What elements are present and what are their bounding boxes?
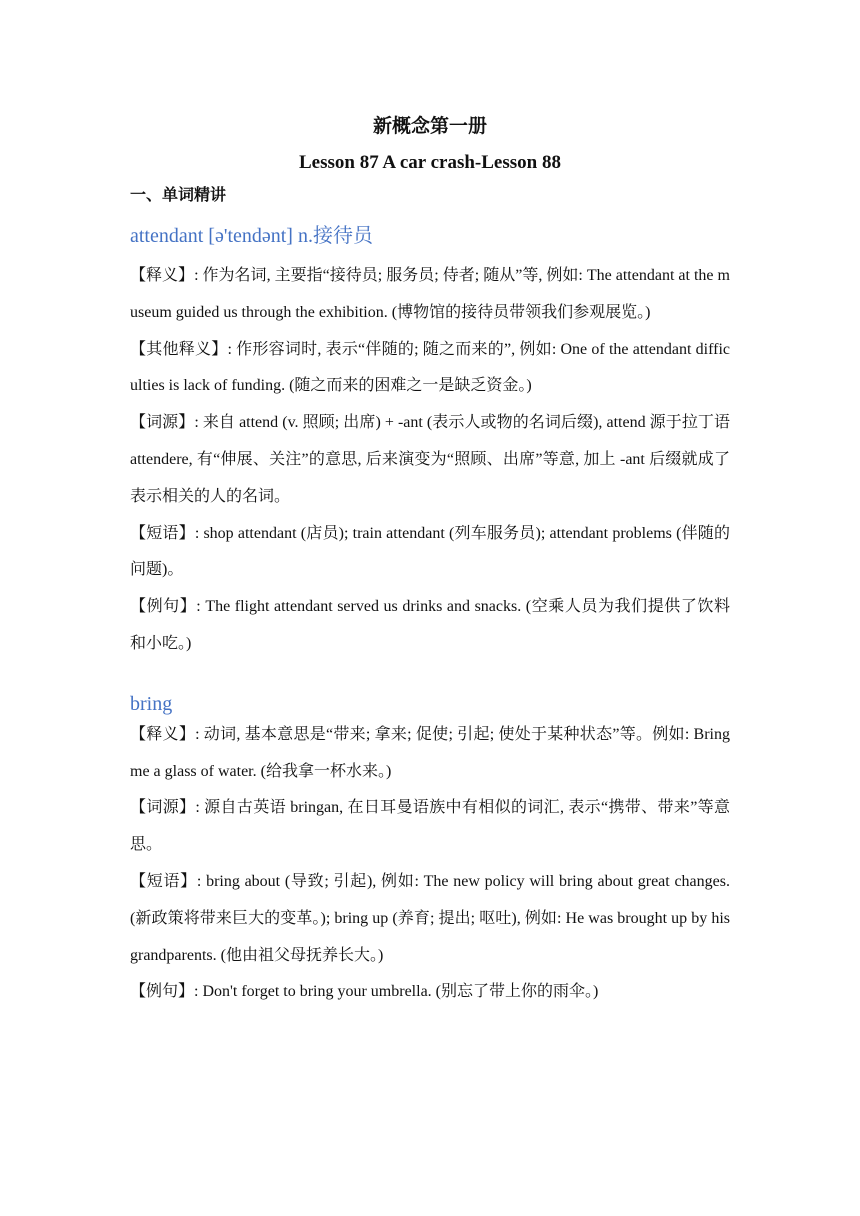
entry-paragraph xyxy=(130,589,730,663)
paragraph-label: 【例句】 xyxy=(130,983,195,1001)
paragraph-text: : 来自 attend (v. 照顾; 出席) + -ant (表示人或物的名词后缀), attend 源于拉丁语 attendere, 有“伸展、关注”的意思, 后来演变为“照顾、出席”等意, 加上 -ant 后缀就成了表示相关的人的名词。 xyxy=(130,414,730,505)
paragraph-text: : 作为名词, 主要指“接待员; 服务员; 侍者; 随从”等, 例如: The attendant at the museum guided us through the exhibition. (博物馆的接待员带领我们参观展览。) xyxy=(130,267,730,321)
entry-headword: attendant [ə'tendənt] n.接待员 xyxy=(130,225,373,247)
entry-headword: bring xyxy=(130,692,173,715)
paragraph-label: 【短语】 xyxy=(130,524,195,542)
entry-paragraph xyxy=(130,864,730,974)
section-heading: 一、单词精讲 xyxy=(130,185,227,204)
paragraph-label: 【例句】 xyxy=(130,598,197,616)
paragraph-label: 【释义】 xyxy=(130,725,196,743)
paragraph-label: 【词源】 xyxy=(130,799,196,817)
vocab-entry-bring xyxy=(130,687,730,1011)
paragraph-label: 【短语】 xyxy=(130,872,197,890)
paragraph-text: : bring about (导致; 引起), 例如: The new policy will bring about great changes. (新政策将带来巨大的变革。); bring up (养育; 提出; 呕吐), 例如: He was brought up by his grandparents. (他由祖父母抚养长大。) xyxy=(130,872,730,964)
document-body xyxy=(130,108,730,1011)
book-title: 新概念第一册 xyxy=(372,116,487,137)
paragraph-label: 【释义】 xyxy=(130,267,195,284)
entry-paragraph xyxy=(130,258,730,332)
paragraph-text: : 动词, 基本意思是“带来; 拿来; 促使; 引起; 使处于某种状态”等。例如: Bring me a glass of water. (给我拿一杯水来。) xyxy=(130,725,730,780)
paragraph-text: : 作形容词时, 表示“伴随的; 随之而来的”, 例如: One of the attendant difficulties is lack of funding. (随之而来的困难之一是缺乏资金。) xyxy=(130,340,730,395)
entry-paragraph xyxy=(130,790,730,864)
entry-paragraph xyxy=(130,405,730,515)
entry-paragraph xyxy=(130,717,730,791)
paragraph-text: : 源自古英语 bringan, 在日耳曼语族中有相似的词汇, 表示“携带、带来”等意思。 xyxy=(130,799,730,854)
paragraph-text: : Don't forget to bring your umbrella. (别忘了带上你的雨伞。) xyxy=(194,983,599,1001)
paragraph-label: 【词源】 xyxy=(130,414,195,432)
entry-paragraph xyxy=(130,516,730,590)
entry-paragraph xyxy=(130,332,730,406)
paragraph-text: : shop attendant (店员); train attendant (列车服务员); attendant problems (伴随的问题)。 xyxy=(130,524,730,579)
vocab-entry-attendant xyxy=(130,214,730,663)
paragraph-label: 【其他释义】 xyxy=(130,340,228,358)
lesson-title: Lesson 87 A car crash-Lesson 88 xyxy=(299,152,561,173)
paragraph-text: : The flight attendant served us drinks and snacks. (空乘人员为我们提供了饮料和小吃。) xyxy=(130,598,730,652)
entry-paragraph xyxy=(130,974,730,1011)
